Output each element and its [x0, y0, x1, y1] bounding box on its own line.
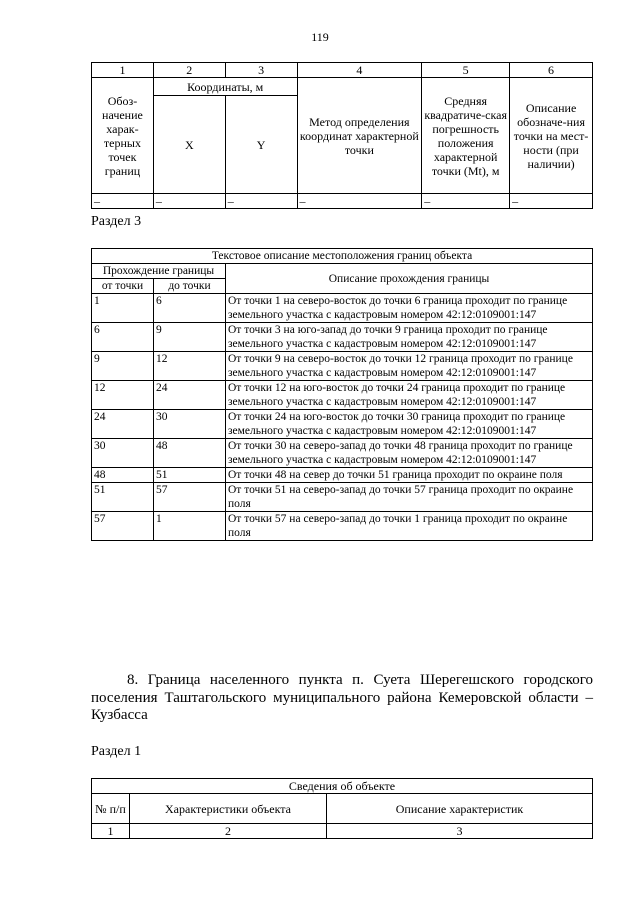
- page-number: 119: [311, 30, 329, 44]
- header-passage-description: Описание прохождения границы: [226, 264, 593, 294]
- boundary-rows: [92, 294, 593, 541]
- boundary-description-cell: От точки 57 на северо-запад до точки 1 граница проходит по окраине поля: [226, 512, 593, 541]
- table-row: [92, 323, 593, 352]
- table-cell: –: [92, 194, 154, 209]
- boundary-description-cell: От точки 1 на северо-восток до точки 6 граница проходит по границе земельного участка с кадастровым номером 42:12:0109001:147: [226, 294, 593, 323]
- header-method: Метод определения координат характерной точки: [297, 78, 422, 194]
- table-row: [92, 410, 593, 439]
- col-number: 4: [297, 63, 422, 78]
- to-point-cell: 48: [154, 439, 226, 468]
- col-number: 5: [422, 63, 510, 78]
- table-row: [92, 483, 593, 512]
- boundary-description-cell: От точки 12 на юго-восток до точки 24 граница проходит по границе земельного участка с кадастровым номером 42:12:0109001:147: [226, 381, 593, 410]
- header-number: № п/п: [92, 794, 130, 824]
- header-from-point: от точки: [92, 279, 154, 294]
- coordinates-table: [91, 62, 593, 209]
- from-point-cell: 30: [92, 439, 154, 468]
- boundary-description-cell: От точки 48 на север до точки 51 граница проходит по окраине поля: [226, 468, 593, 483]
- from-point-cell: 57: [92, 512, 154, 541]
- boundary-description-cell: От точки 3 на юго-запад до точки 9 граница проходит по границе земельного участка с кадастровым номером 42:12:0109001:147: [226, 323, 593, 352]
- from-point-cell: 51: [92, 483, 154, 512]
- header-to-point: до точки: [154, 279, 226, 294]
- col-number: 2: [130, 824, 327, 839]
- to-point-cell: 6: [154, 294, 226, 323]
- table-cell: –: [422, 194, 510, 209]
- to-point-cell: 12: [154, 352, 226, 381]
- settlement-boundary-paragraph: 8. Граница населенного пункта п. Суета Шерегешского городского поселения Таштагольского муниципального района Кемеровской области – Кузбасса: [91, 672, 593, 723]
- table-row: [92, 439, 593, 468]
- table-row: [92, 352, 593, 381]
- to-point-cell: 24: [154, 381, 226, 410]
- to-point-cell: 30: [154, 410, 226, 439]
- header-designation: Обоз-начение харак-терных точек границ: [92, 78, 154, 194]
- section-1-heading: Раздел 1: [91, 744, 142, 759]
- table-row: [92, 194, 593, 209]
- to-point-cell: 57: [154, 483, 226, 512]
- header-characteristics: Характеристики объекта: [130, 794, 327, 824]
- table-cell: –: [225, 194, 297, 209]
- column-number-row: [92, 63, 593, 78]
- col-number: 1: [92, 63, 154, 78]
- boundary-description-cell: От точки 9 на северо-восток до точки 12 граница проходит по границе земельного участка с кадастровым номером 42:12:0109001:147: [226, 352, 593, 381]
- table-row: [92, 468, 593, 483]
- col-number: 3: [225, 63, 297, 78]
- from-point-cell: 48: [92, 468, 154, 483]
- from-point-cell: 6: [92, 323, 154, 352]
- header-passage: Прохождение границы: [92, 264, 226, 279]
- header-coordinates: Координаты, м: [153, 78, 297, 96]
- to-point-cell: 1: [154, 512, 226, 541]
- from-point-cell: 24: [92, 410, 154, 439]
- object-table-title: Сведения об объекте: [92, 779, 593, 794]
- table-row: [92, 381, 593, 410]
- table-cell: –: [297, 194, 422, 209]
- header-y: Y: [225, 96, 297, 194]
- col-number: 6: [510, 63, 593, 78]
- boundary-description-cell: От точки 24 на юго-восток до точки 30 граница проходит по границе земельного участка с кадастровым номером 42:12:0109001:147: [226, 410, 593, 439]
- col-number: 3: [327, 824, 593, 839]
- from-point-cell: 12: [92, 381, 154, 410]
- table-cell: –: [153, 194, 225, 209]
- header-error: Средняя квадратиче-ская погрешность положения характерной точки (Mt), м: [422, 78, 510, 194]
- header-characteristics-description: Описание характеристик: [327, 794, 593, 824]
- table-cell: –: [510, 194, 593, 209]
- table-row: [92, 294, 593, 323]
- boundary-description-cell: От точки 30 на северо-запад до точки 48 граница проходит по границе земельного участка с кадастровым номером 42:12:0109001:147: [226, 439, 593, 468]
- boundary-description-table: [91, 248, 593, 541]
- table-row: [92, 512, 593, 541]
- object-info-table: [91, 778, 593, 839]
- boundary-table-title: Текстовое описание местоположения границ объекта: [92, 249, 593, 264]
- from-point-cell: 9: [92, 352, 154, 381]
- section-3-heading: Раздел 3: [91, 214, 142, 229]
- from-point-cell: 1: [92, 294, 154, 323]
- boundary-description-cell: От точки 51 на северо-запад до точки 57 граница проходит по окраине поля: [226, 483, 593, 512]
- col-number: 2: [153, 63, 225, 78]
- to-point-cell: 9: [154, 323, 226, 352]
- header-x: X: [153, 96, 225, 194]
- col-number: 1: [92, 824, 130, 839]
- header-point-description: Описание обозначе-ния точки на мест-ности (при наличии): [510, 78, 593, 194]
- to-point-cell: 51: [154, 468, 226, 483]
